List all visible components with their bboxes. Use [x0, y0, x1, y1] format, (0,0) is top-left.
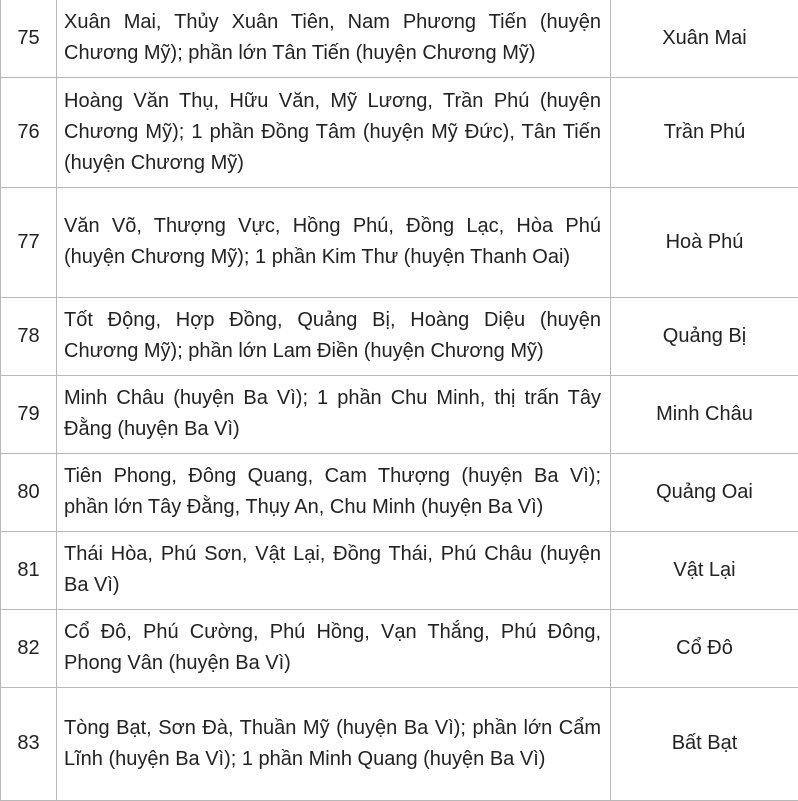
table-row [1, 609, 798, 687]
table-row [1, 531, 798, 609]
new-commune-name: Vật Lại [611, 531, 798, 609]
table-row [1, 77, 798, 187]
merged-communes: Xuân Mai, Thủy Xuân Tiên, Nam Phương Tiến (huyện Chương Mỹ); phần lớn Tân Tiến (huyện Chương Mỹ) [57, 0, 611, 77]
merged-communes: Minh Châu (huyện Ba Vì); 1 phần Chu Minh, thị trấn Tây Đằng (huyện Ba Vì) [57, 375, 611, 453]
new-commune-name: Quảng Bị [611, 297, 798, 375]
row-number: 77 [1, 187, 57, 297]
new-commune-name: Xuân Mai [611, 0, 798, 77]
row-number: 81 [1, 531, 57, 609]
row-number: 82 [1, 609, 57, 687]
merged-communes: Tiên Phong, Đông Quang, Cam Thượng (huyện Ba Vì); phần lớn Tây Đằng, Thụy An, Chu Minh (huyện Ba Vì) [57, 453, 611, 531]
table-row [1, 453, 798, 531]
row-number: 76 [1, 77, 57, 187]
merged-communes: Tốt Động, Hợp Đồng, Quảng Bị, Hoàng Diệu (huyện Chương Mỹ); phần lớn Lam Điền (huyện Chương Mỹ) [57, 297, 611, 375]
merged-communes: Tòng Bạt, Sơn Đà, Thuần Mỹ (huyện Ba Vì); phần lớn Cẩm Lĩnh (huyện Ba Vì); 1 phần Minh Quang (huyện Ba Vì) [57, 687, 611, 800]
row-number: 80 [1, 453, 57, 531]
new-commune-name: Minh Châu [611, 375, 798, 453]
merged-communes: Cổ Đô, Phú Cường, Phú Hồng, Vạn Thắng, Phú Đông, Phong Vân (huyện Ba Vì) [57, 609, 611, 687]
table-row [1, 687, 798, 800]
table-row [1, 0, 798, 77]
row-number: 79 [1, 375, 57, 453]
new-commune-name: Quảng Oai [611, 453, 798, 531]
table-row [1, 297, 798, 375]
row-number: 83 [1, 687, 57, 800]
new-commune-name: Hoà Phú [611, 187, 798, 297]
table-row [1, 375, 798, 453]
new-commune-name: Trần Phú [611, 77, 798, 187]
new-commune-name: Cổ Đô [611, 609, 798, 687]
row-number: 78 [1, 297, 57, 375]
merged-communes: Hoàng Văn Thụ, Hữu Văn, Mỹ Lương, Trần Phú (huyện Chương Mỹ); 1 phần Đồng Tâm (huyện Mỹ Đức), Tân Tiến (huyện Chương Mỹ) [57, 77, 611, 187]
row-number: 75 [1, 0, 57, 77]
merged-communes: Văn Võ, Thượng Vực, Hồng Phú, Đồng Lạc, Hòa Phú (huyện Chương Mỹ); 1 phần Kim Thư (huyện Thanh Oai) [57, 187, 611, 297]
table-row [1, 187, 798, 297]
new-commune-name: Bất Bạt [611, 687, 798, 800]
merged-communes: Thái Hòa, Phú Sơn, Vật Lại, Đồng Thái, Phú Châu (huyện Ba Vì) [57, 531, 611, 609]
